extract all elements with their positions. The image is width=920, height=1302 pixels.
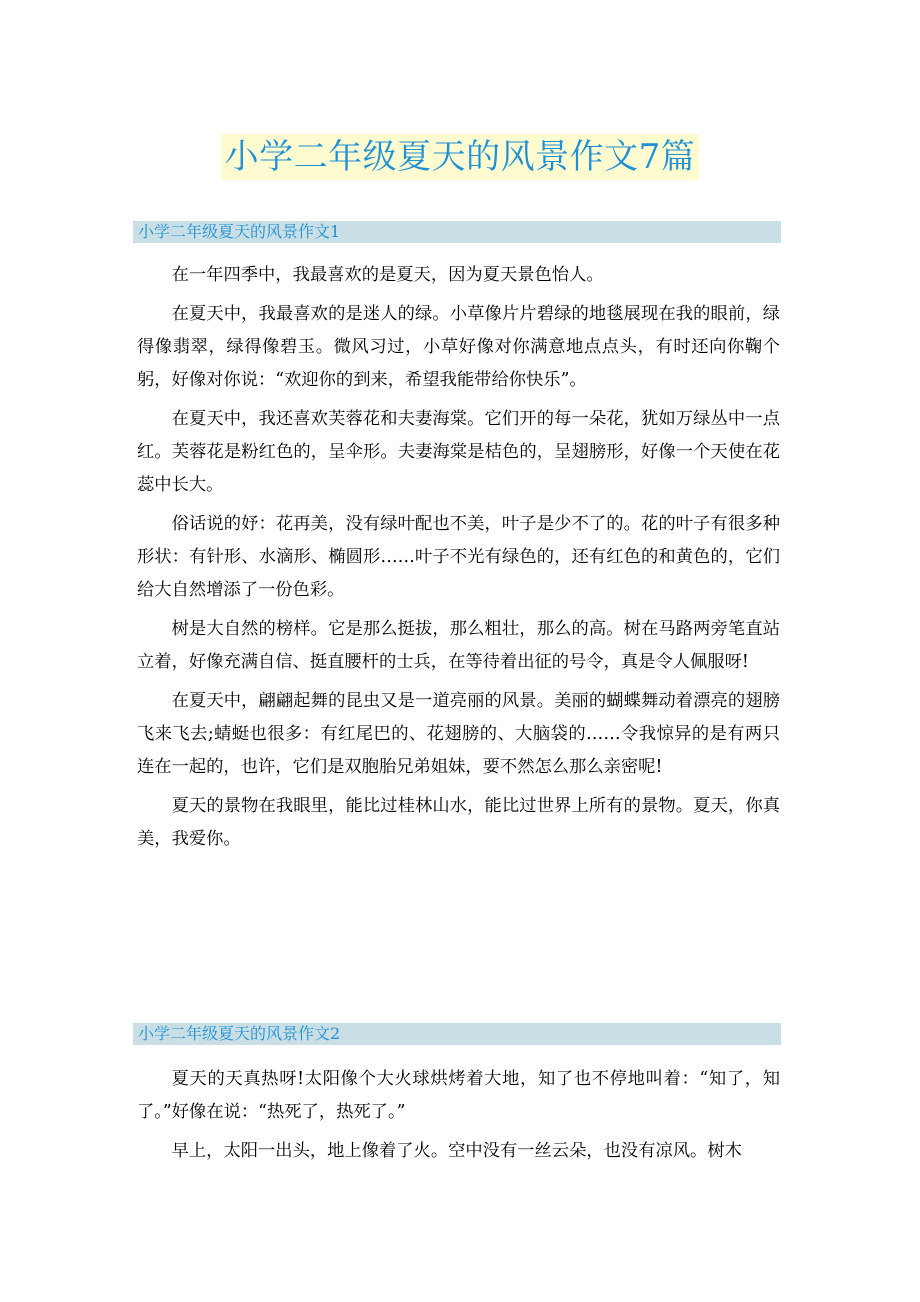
paragraph: 在夏天中，我最喜欢的是迷人的绿。小草像片片碧绿的地毯展现在我的眼前，绿得像翡翠，绿得像碧玉。微风习过，小草好像对你满意地点点头，有时还向你鞠个躬，好像对你说：“欢迎你的到来，希望我能带给你快乐”。 [137, 304, 780, 390]
paragraph: 夏天的天真热呀!太阳像个大火球烘烤着大地，知了也不停地叫着：“知了，知了。”好像在说：“热死了，热死了。” [137, 1069, 780, 1122]
paragraph: 夏天的景物在我眼里，能比过桂林山水，能比过世界上所有的景物。夏天，你真美，我爱你。 [137, 796, 780, 849]
section-body-2 [137, 1063, 780, 1174]
document-title-text: 小学二年级夏天的风景作文7篇 [221, 134, 700, 180]
paragraph: 在夏天中，我还喜欢芙蓉花和夫妻海棠。它们开的每一朵花，犹如万绿丛中一点红。芙蓉花是粉红色的，呈伞形。夫妻海棠是桔色的，呈翅膀形，好像一个天使在花蕊中长大。 [137, 409, 780, 495]
paragraph: 在一年四季中，我最喜欢的是夏天，因为夏天景色怡人。 [171, 265, 604, 285]
paragraph: 俗话说的妤：花再美，没有绿叶配也不美，叶子是少不了的。花的叶子有很多种形状：有针形、水滴形、椭圆形……叶子不光有绿色的，还有红色的和黄色的，它们给大自然增添了一份色彩。 [137, 514, 780, 600]
paragraph: 在夏天中，翩翩起舞的昆虫又是一道亮丽的风景。美丽的蝴蝶舞动着漂亮的翅膀飞来飞去;蜻蜓也很多：有红尾巴的、花翅膀的、大脑袋的……令我惊异的是有两只连在一起的，也许，它们是双胞胎兄弟姐妹，要不然怎么那么亲密呢! [137, 691, 780, 777]
paragraph: 树是大自然的榜样。它是那么挺拔，那么粗壮，那么的高。树在马路两旁笔直站立着，好像充满自信、挺直腰杆的士兵，在等待着出征的号令，真是令人佩服呀! [137, 619, 780, 672]
section-heading-2: 小学二年级夏天的风景作文2 [133, 1023, 781, 1045]
paragraph: 早上，太阳一出头，地上像着了火。空中没有一丝云朵，也没有凉风。树木 [171, 1141, 742, 1161]
section-heading-1: 小学二年级夏天的风景作文1 [133, 221, 781, 243]
section-body-1 [137, 259, 780, 862]
document-title [0, 134, 920, 180]
